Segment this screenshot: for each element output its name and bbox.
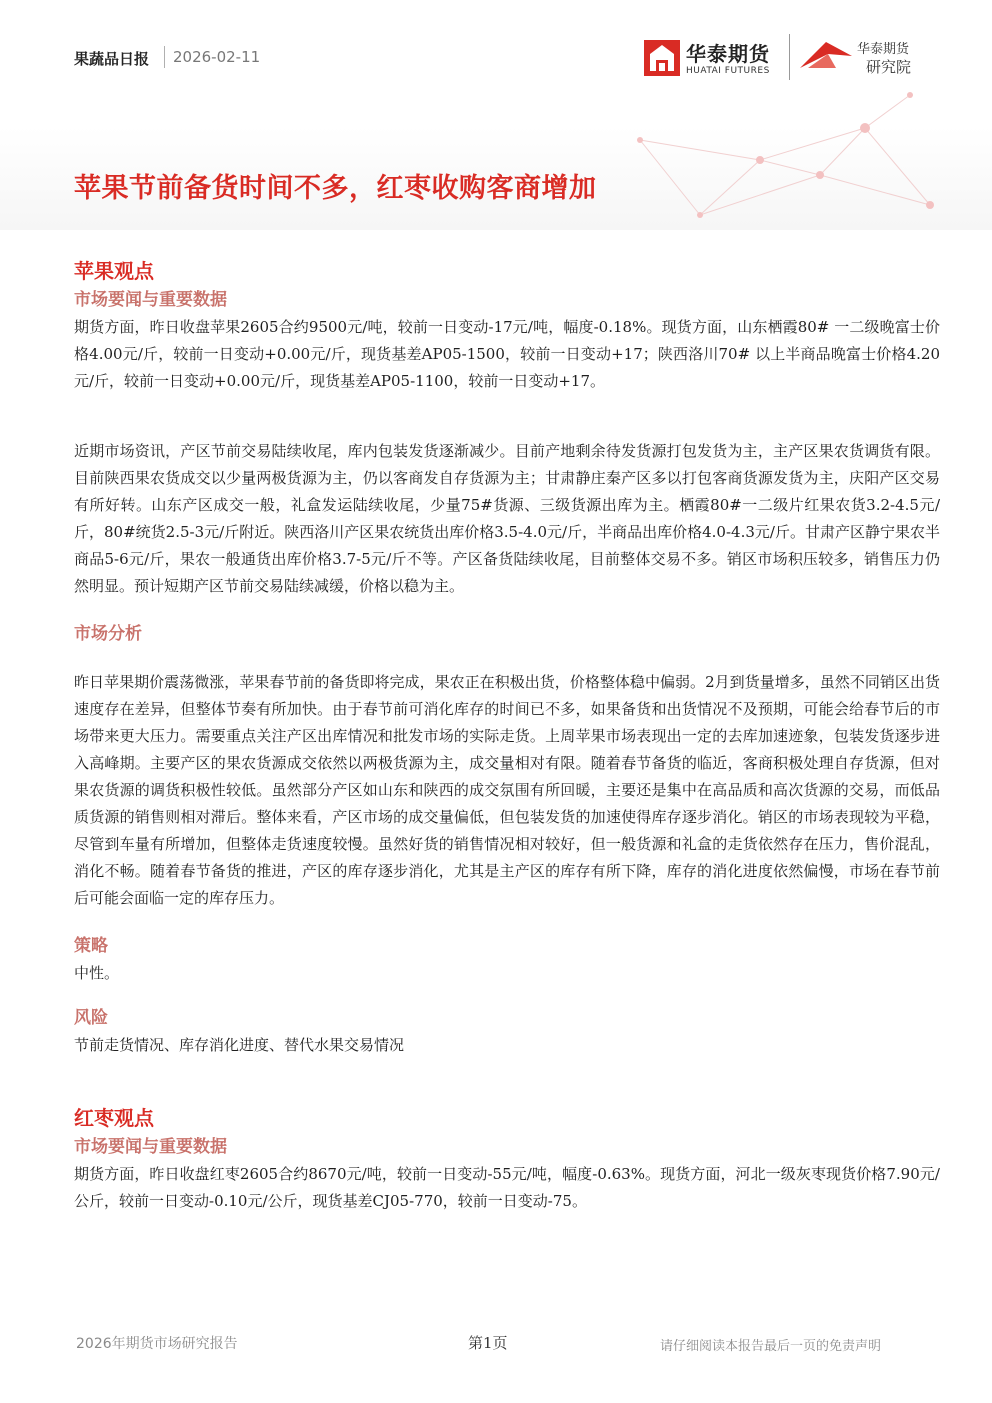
- report-name: 果蔬品日报: [74, 50, 150, 68]
- page-footer: [0, 1318, 992, 1403]
- footer-report-type: 2026年期货市场研究报告: [76, 1336, 238, 1352]
- jujube-news-paragraph-1: 期货方面，昨日收盘红枣2605合约8670元/吨，较前一日变动-55元/吨，幅度-0.63%。现货方面，河北一级灰枣现货价格7.90元/公斤，较前一日变动-0.10元/公斤，现货基差CJ05-770，较前一日变动-75。: [74, 1165, 940, 1210]
- apple-risk-text: 节前走货情况、库存消化进度、替代水果交易情况: [74, 1036, 405, 1054]
- main-title: 苹果节前备货时间不多，红枣收购客商增加: [74, 173, 597, 204]
- header-separator: [164, 46, 165, 68]
- logo-divider: [789, 34, 790, 80]
- jujube-news-heading: 市场要闻与重要数据: [74, 1137, 227, 1157]
- apple-section-heading: 苹果观点: [74, 259, 154, 283]
- apple-strategy-text: 中性。: [74, 964, 120, 982]
- jujube-section-heading: 红枣观点: [74, 1106, 154, 1130]
- apple-risk-heading: 风险: [74, 1008, 108, 1028]
- footer-disclaimer-note: 请仔细阅读本报告最后一页的免责声明: [660, 1339, 882, 1354]
- brand-name-cn: 华泰期货: [686, 42, 770, 66]
- report-date: 2026-02-11: [173, 48, 261, 66]
- apple-analysis-heading: 市场分析: [74, 624, 142, 644]
- institute-name-line1: 华泰期货: [857, 42, 910, 57]
- page-header: [0, 0, 992, 230]
- footer-page-number: 第1页: [468, 1334, 508, 1352]
- apple-news-paragraph-2: 近期市场资讯，产区节前交易陆续收尾，库内包装发货逐渐减少。目前产地剩余待发货源打包发货为主，主产区果农货调货有限。目前陕西果农货成交以少量两极货源为主，仍以客商发自存货源为主；甘肃静庄秦产区多以打包客商货源发货为主，庆阳产区交易有所好转。山东产区成交一般，礼盒发运陆续收尾，少量75#货源、三级货源出库为主。栖霞80#一二级片红果农货3.2-4.5元/斤，80#统货2.5-3元/斤附近。陕西洛川产区果农统货出库价格3.5-4.0元/斤，半商品出库价格4.0-4.3元/斤。甘肃产区静宁果农半商品5-6元/斤，果农一般通货出库价格3.7-5元/斤不等。产区备货陆续收尾，目前整体交易不多。销区市场积压较多，销售压力仍然明显。预计短期产区节前交易陆续减缓，价格以稳为主。: [74, 442, 940, 595]
- apple-news-heading: 市场要闻与重要数据: [74, 290, 227, 310]
- brand-name-en: HUATAI FUTURES: [686, 66, 770, 76]
- apple-analysis-paragraph: 昨日苹果期价震荡微涨，苹果春节前的备货即将完成，果农正在积极出货，价格整体稳中偏弱。2月到货量增多，虽然不同销区出货速度存在差异，但整体节奏有所加快。由于春节前可消化库存的时间已不多，如果备货和出货情况不及预期，可能会给春节后的市场带来更大压力。需要重点关注产区出库情况和批发市场的实际走货。上周苹果市场表现出一定的去库加速迹象，包装发货逐步进入高峰期。主要产区的果农货源成交依然以两极货源为主，成交量相对有限。随着春节备货的临近，客商积极处理自存货源，但对果农货源的调货积极性较低。虽然部分产区如山东和陕西的成交氛围有所回暖，主要还是集中在高品质和高次货源的交易，而低品质货源的销售则相对滞后。整体来看，产区市场的成交量偏低，但包装发货的加速使得库存逐步消化。销区的市场表现较为平稳，尽管到车量有所增加，但整体走货速度较慢。虽然好货的销售情况相对较好，但一般货源和礼盒的走货依然存在压力，售价混乱，消化不畅。随着春节备货的推进，产区的库存逐步消化，尤其是主产区的库存有所下降，库存的消化进度依然偏慢，市场在春节前后可能会面临一定的库存压力。: [74, 673, 940, 907]
- institute-name-line2: 研究院: [866, 58, 912, 76]
- huatai-logo-icon: [644, 40, 680, 76]
- institute-logo-icon: [798, 36, 854, 72]
- apple-strategy-heading: 策略: [74, 936, 108, 956]
- report-content: [74, 256, 940, 1215]
- apple-news-paragraph-1: 期货方面，昨日收盘苹果2605合约9500元/吨，较前一日变动-17元/吨，幅度-0.18%。现货方面，山东栖霞80# 一二级晚富士价格4.00元/斤，较前一日变动+0.00元/斤，现货基差AP05-1500，较前一日变动+17；陕西洛川70# 以上半商品晚富士价格4.20元/斤，较前一日变动+0.00元/斤，现货基差AP05-1100，较前一日变动+17。: [74, 318, 940, 390]
